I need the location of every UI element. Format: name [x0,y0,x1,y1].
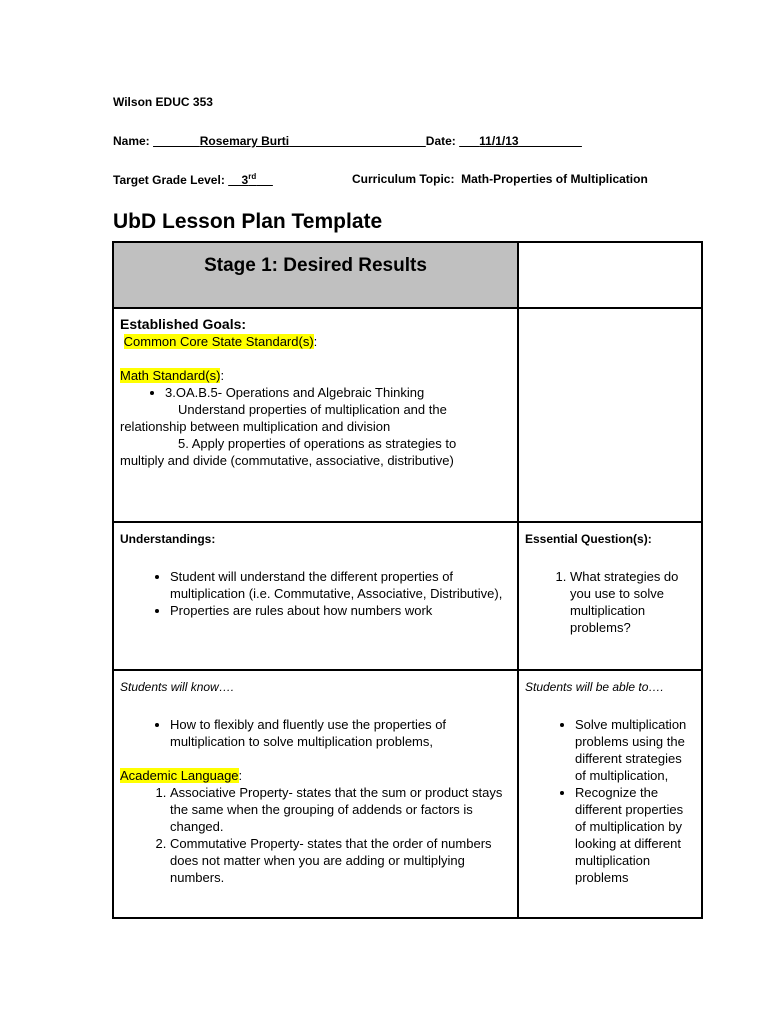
essential-question: 1. What strategies do you use to solve multiplication problems? [570,568,695,636]
able-item: • Recognize the different properties of multiplication by looking at different multiplication problems [575,784,695,886]
stage-title: Stage 1: Desired Results [204,255,427,276]
able-heading: Students will be able to…. [525,680,664,694]
topic-line [352,172,648,186]
math-standard-label: Math Standard(s) [120,368,221,383]
academic-language-line: Academic Language: [120,768,243,783]
ccss-line: Common Core State Standard(s): [123,334,318,349]
know-row [113,670,702,918]
stage-header-empty-cell [518,242,702,308]
lesson-plan-table [112,241,703,919]
grade-value: 3rd [241,172,257,187]
essential-cell [518,522,702,670]
academic-term: 2. Commutative Property- states that the order of numbers does not matter when you are adding or multiplying numbers. [170,835,511,886]
name-line [113,134,582,148]
know-item: • How to flexibly and fluently use the properties of multiplication to solve multiplication problems, [170,716,511,750]
essential-heading: Essential Question(s): [525,532,652,546]
topic-value: Math-Properties of Multiplication [461,172,648,186]
date-value: 11/1/13 [479,134,519,148]
course-label: Wilson EDUC 353 [113,95,213,109]
grade-line [113,172,273,187]
goals-empty-cell [518,308,702,522]
standard-line-2: relationship between multiplication and division [120,419,391,434]
name-label: Name: [113,134,150,148]
math-standard-line: Math Standard(s): [120,368,225,383]
topic-label: Curriculum Topic: [352,172,455,186]
understandings-heading: Understandings: [120,532,216,546]
standard-bullet: • 3.OA.B.5- Operations and Algebraic Thinking [165,384,511,401]
goals-row [113,308,702,522]
understandings-row [113,522,702,670]
understanding-item: • Properties are rules about how numbers work [170,602,511,619]
grade-label: Target Grade Level: [113,173,225,187]
standard-line-1: Understand properties of multiplication and the [178,402,447,417]
standard-line-4: multiply and divide (commutative, associative, distributive) [120,453,454,468]
ccss-label: Common Core State Standard(s) [123,334,314,349]
know-cell [113,670,518,918]
academic-term: 1. Associative Property- states that the sum or product stays the same when the grouping of addends or factors is changed. [170,784,511,835]
date-label: Date: [425,134,456,148]
template-title: UbD Lesson Plan Template [113,210,383,233]
goals-heading: Established Goals: [120,316,247,332]
able-cell [518,670,702,918]
know-heading: Students will know…. [120,680,235,694]
goals-cell [113,308,518,522]
stage-header-row [113,242,702,308]
able-item: • Solve multiplication problems using the different strategies of multiplication, [575,716,695,784]
understanding-item: • Student will understand the different properties of multiplication (i.e. Commutative, Associative, Distributive), [170,568,511,602]
standard-line-3: 5. Apply properties of operations as strategies to [178,436,457,451]
academic-language-label: Academic Language [120,768,239,783]
name-value: Rosemary Burti [199,134,290,148]
understandings-cell [113,522,518,670]
stage-title-cell [113,242,518,308]
